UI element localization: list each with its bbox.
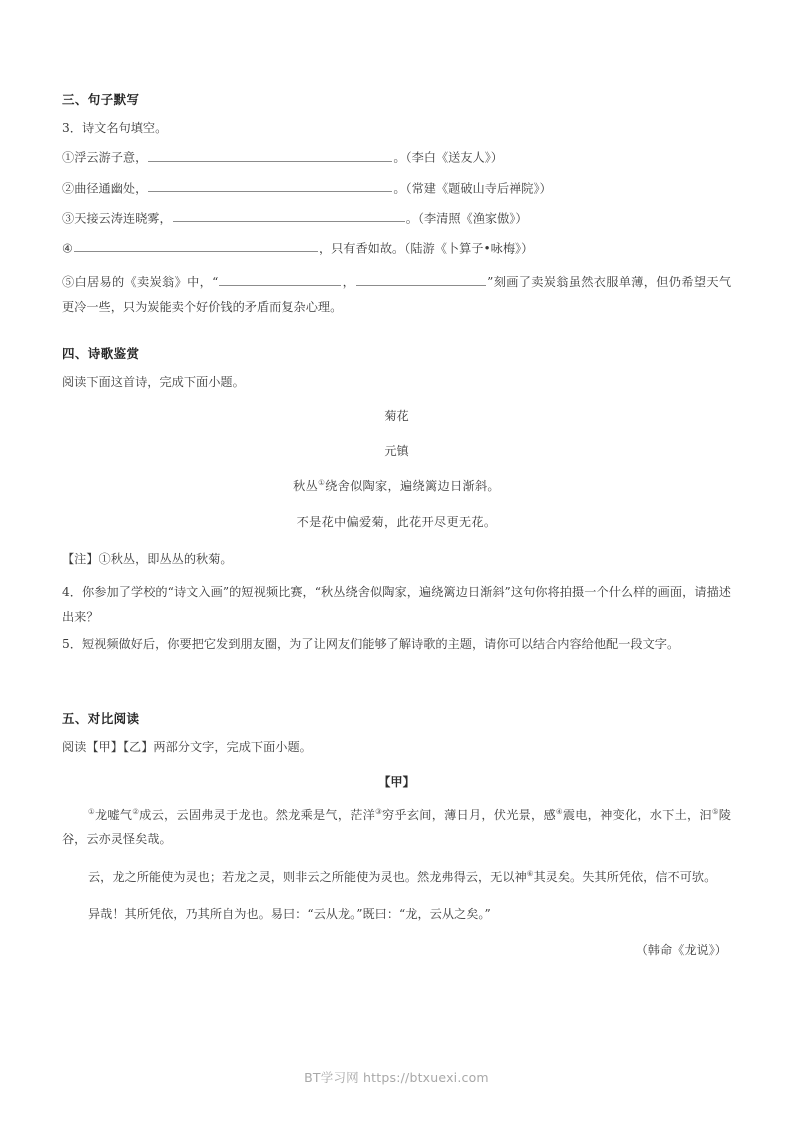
section-spacer bbox=[62, 659, 731, 711]
answer-blank-1[interactable] bbox=[148, 149, 392, 162]
annotation-marker-4: ④ bbox=[555, 806, 563, 816]
annotation-marker-2: ② bbox=[132, 806, 140, 816]
passage-label-jia: 【甲】 bbox=[378, 774, 415, 789]
question-3-prompt: 3．诗文名句填空。 bbox=[62, 121, 168, 135]
poem-title: 菊花 bbox=[384, 409, 409, 424]
source-attribution: （韩命《龙说》） bbox=[635, 943, 727, 958]
item-4-marker: ④ bbox=[62, 241, 73, 256]
annotation-marker-3: ③ bbox=[375, 806, 383, 816]
site-watermark: BT学习网 https://btxuexi.com bbox=[304, 1070, 489, 1085]
comparative-instruction: 阅读【甲】【乙】两部分文字，完成下面小题。 bbox=[62, 740, 312, 755]
fill-blank-item-4 bbox=[62, 240, 731, 257]
classical-p2-t2: 其灵矣。失其所凭依，信不可欤。 bbox=[533, 869, 717, 884]
poem-footnote: 【注】①秋丛，即丛丛的秋菊。 bbox=[62, 551, 233, 566]
item-2-after: 。（常建《题破山寺后禅院》） bbox=[393, 181, 552, 196]
classical-paragraph-2 bbox=[62, 865, 731, 889]
poetry-instruction: 阅读下面这首诗，完成下面小题。 bbox=[62, 374, 245, 389]
item-5-marker: ⑤ bbox=[62, 274, 75, 289]
item-3-marker: ③ bbox=[62, 211, 75, 226]
annotation-marker-6: ⑥ bbox=[526, 868, 534, 878]
item-1-before: 浮云游子意， bbox=[74, 151, 148, 166]
answer-blank-5a[interactable] bbox=[219, 273, 341, 286]
classical-paragraph-1 bbox=[62, 803, 731, 852]
classical-p1-t2: 成云，云固弗灵于龙也。然龙乘是气，茫洋 bbox=[139, 807, 376, 822]
question-4: 4．你参加了学校的“诗文入画”的短视频比赛，“秋丛绕舍似陶家，遍绕篱边日渐斜”这句你将拍摄一个什么样的画面，请描述出来？ bbox=[62, 585, 731, 625]
answer-blank-2[interactable] bbox=[148, 180, 392, 193]
item-3-after: 。（李清照《渔家傲》） bbox=[405, 211, 528, 226]
fill-blank-item-2 bbox=[62, 180, 731, 197]
classical-p1-t1: 龙嘘气 bbox=[94, 807, 133, 822]
poem-author: 元镇 bbox=[384, 443, 409, 458]
fill-blank-item-1 bbox=[62, 149, 731, 166]
item-3-before: 天接云涛连晓雾， bbox=[74, 211, 172, 226]
poem-line-1-text-a: 秋丛 bbox=[293, 479, 319, 494]
poem-line-1 bbox=[62, 479, 731, 494]
footnote-marker-1: ① bbox=[318, 478, 326, 488]
item-2-before: 曲径通幽处， bbox=[74, 181, 148, 196]
item-5-part2: ”刻画了卖炭翁虽然衣服 bbox=[487, 274, 619, 289]
poem-line-2: 不是花中偏爱菊，此花开尽更无花。 bbox=[296, 515, 497, 530]
answer-blank-3[interactable] bbox=[173, 210, 405, 223]
poem-line-1-text-b: 绕舍似陶家，遍绕篱边日渐斜。 bbox=[325, 479, 500, 494]
item-4-after: ，只有香如故。（陆游《卜算子•咏梅》） bbox=[318, 241, 534, 256]
annotation-marker-5: ⑤ bbox=[711, 806, 719, 816]
answer-blank-5b[interactable] bbox=[356, 273, 486, 286]
item-5-part3: 单薄，但仍希望天气更冷一些，只为炭能卖个好价钱的矛盾而复杂心理。 bbox=[62, 274, 732, 314]
fill-blank-item-3 bbox=[62, 210, 731, 227]
item-1-marker: ① bbox=[62, 151, 75, 166]
item-5-mid: ， bbox=[342, 274, 356, 289]
section-heading-dictation: 三、句子默写 bbox=[62, 92, 140, 107]
item-2-marker: ② bbox=[62, 181, 75, 196]
question-5: 5．短视频做好后，你要把它发到朋友圈，为了让网友们能够了解诗歌的主题，请你可以结合内容给他配一段文字。 bbox=[62, 637, 680, 652]
classical-p1-t4: 震电，神变化，水下土，汩 bbox=[562, 807, 712, 822]
annotation-marker-1: ① bbox=[88, 806, 95, 816]
fill-blank-item-5 bbox=[62, 270, 731, 320]
classical-paragraph-3: 异哉！其所凭依，乃其所自为也。易曰：“云从龙。”既曰：“龙，云从之矣。” bbox=[88, 906, 491, 921]
classical-p1-t5: 陵谷，云亦灵怪矣哉。 bbox=[62, 807, 731, 847]
item-5-part1: 白居易的《卖炭翁》中，“ bbox=[74, 274, 219, 289]
item-1-after: 。（李白《送友人》） bbox=[393, 151, 503, 166]
classical-p1-t3: 穷乎玄间，薄日月，伏光景，感 bbox=[382, 807, 556, 822]
section-heading-poetry: 四、诗歌鉴赏 bbox=[62, 345, 140, 361]
classical-p2-t1: 云，龙之所能使为灵也；若龙之灵，则非云之所能使为灵也。然龙弗得云，无以神 bbox=[88, 869, 527, 884]
answer-blank-4[interactable] bbox=[74, 240, 318, 253]
section-heading-comparative: 五、对比阅读 bbox=[62, 711, 140, 727]
